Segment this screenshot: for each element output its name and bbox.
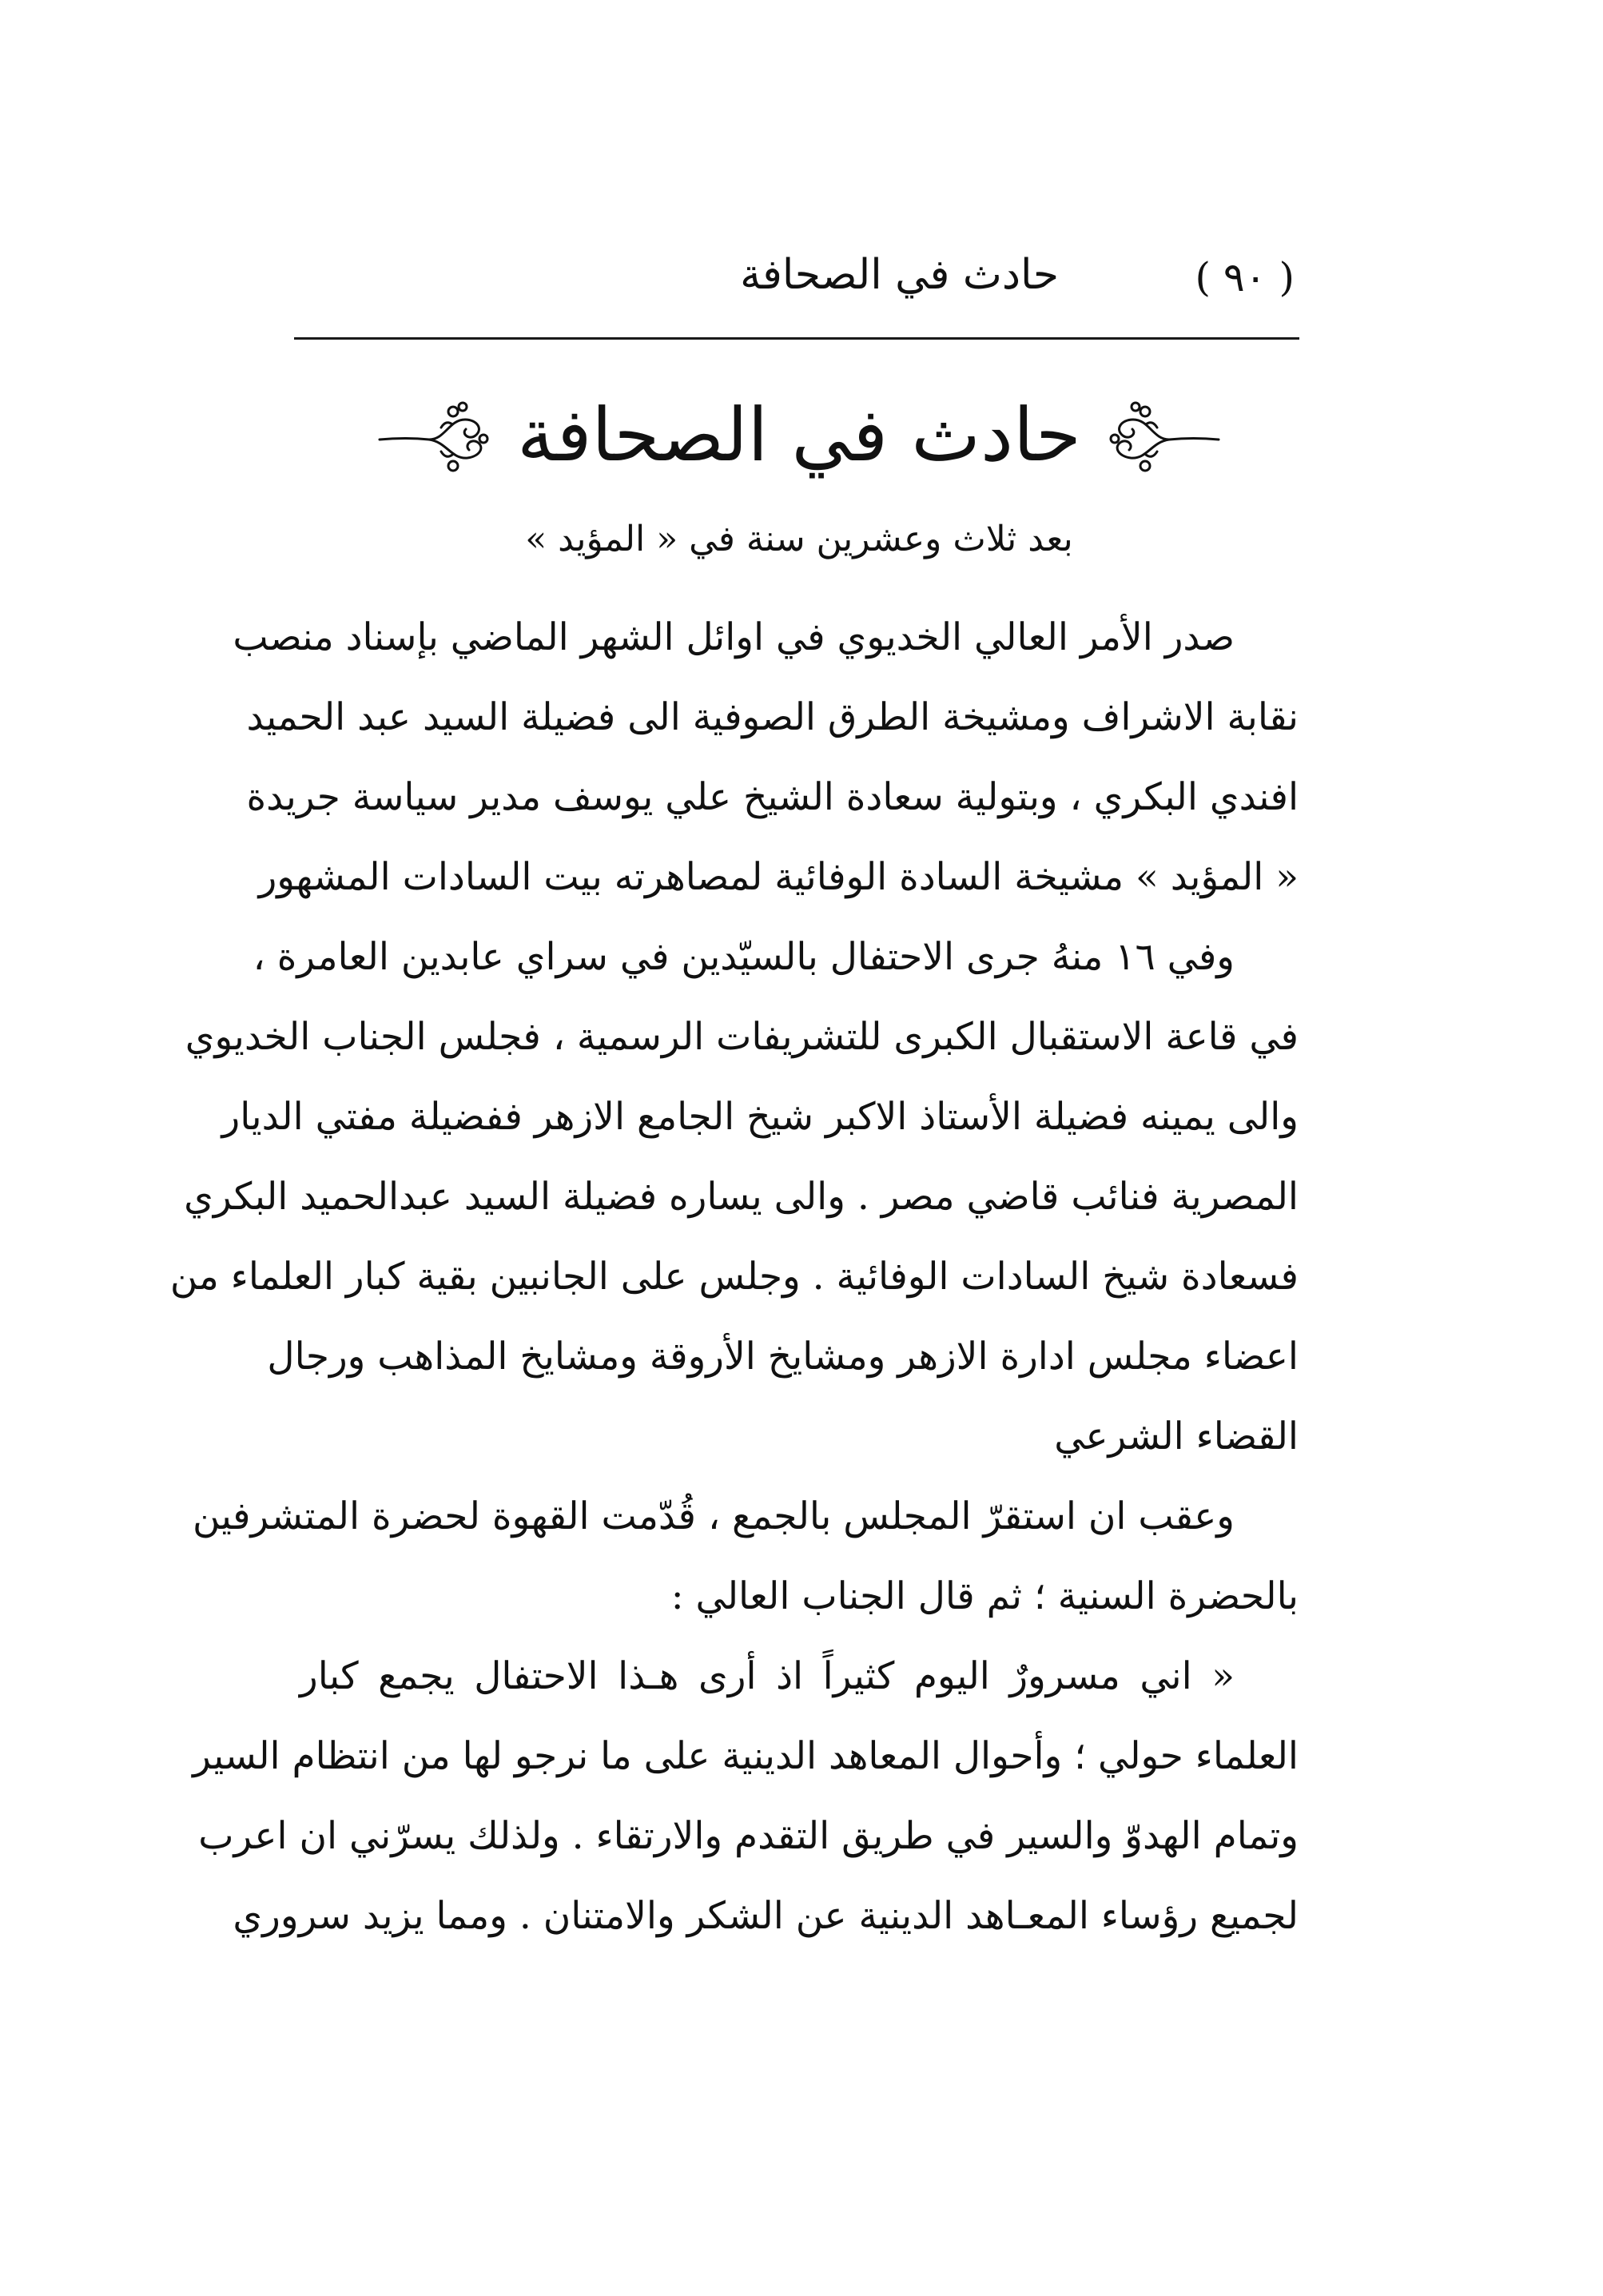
text-line: صدر الأمر العالي الخديوي في اوائل الشهر الماضي بإسناد منصب	[233, 615, 1235, 659]
floral-ornament-left-icon	[373, 396, 493, 476]
article-subtitle: بعد ثلاث وعشرين سنة في « المؤيد »	[525, 519, 1073, 559]
running-title: حادث في الصحافة	[740, 251, 1059, 299]
text-line: نقابة الاشراف ومشيخة الطرق الصوفية الى فضيلة السيد عبد الحميد	[246, 695, 1299, 739]
text-line: بالحضرة السنية ؛ ثم قال الجناب العالي :	[670, 1574, 1299, 1618]
text-line: العلماء حولي ؛ وأحوال المعاهد الدينية على ما نرجو لها من انتظام السير	[193, 1734, 1299, 1778]
text-line: « اني مسرورٌ اليوم كثيراً اذ أرى هـذا الاحتفال يجمع كبار	[300, 1654, 1235, 1698]
text-line: وفي ١٦ منهُ جرى الاحتفال بالسيّدين في سراي عابدين العامرة ،	[253, 935, 1235, 979]
text-line: المصرية فنائب قاضي مصر . والى يساره فضيلة السيد عبدالحميد البكري	[184, 1175, 1299, 1219]
article-title: حادث في الصحافة	[517, 392, 1081, 478]
text-line: في قاعة الاستقبال الكبرى للتشريفات الرسمية ، فجلس الجناب الخديوي	[185, 1015, 1299, 1059]
floral-ornament-right-icon	[1105, 396, 1225, 476]
page-number: ( ٩٠ )	[1195, 254, 1295, 300]
text-line: فسعادة شيخ السادات الوفائية . وجلس على الجانبين بقية كبار العلماء من	[169, 1255, 1299, 1299]
running-header	[304, 240, 1295, 328]
text-line: لجميع رؤساء المعـاهد الدينية عن الشكر والامتنان . ومما يزيد سروري	[233, 1894, 1299, 1938]
text-line: « المؤيد » مشيخة السادة الوفائية لمصاهرته بيت السادات المشهور	[258, 855, 1299, 899]
article-body	[169, 598, 1299, 1956]
article-title-block	[304, 376, 1295, 495]
header-divider	[294, 337, 1299, 340]
text-line: والى يمينه فضيلة الأستاذ الاكبر شيخ الجامع الازهر ففضيلة مفتي الديار	[221, 1095, 1299, 1139]
text-line: وتمام الهدوّ والسير في طريق التقدم والارتقاء . ولذلك يسرّني ان اعرب	[198, 1814, 1299, 1858]
text-line: افندي البكري ، وبتولية سعادة الشيخ علي يوسف مدير سياسة جريدة	[246, 775, 1299, 819]
text-line: القضاء الشرعي	[1054, 1415, 1299, 1458]
text-line: وعقب ان استقرّ المجلس بالجمع ، قُدّمت القهوة لحضرة المتشرفين	[193, 1494, 1235, 1538]
text-line: اعضاء مجلس ادارة الازهر ومشايخ الأروقة ومشايخ المذاهب ورجال	[267, 1335, 1299, 1379]
